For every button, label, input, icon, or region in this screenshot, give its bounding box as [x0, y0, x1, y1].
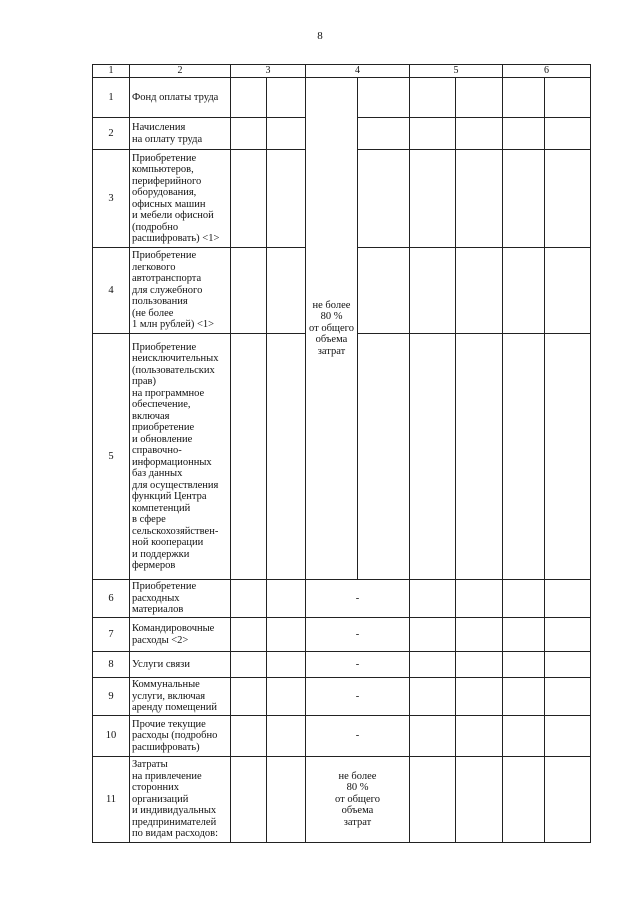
share-cell: -	[306, 580, 410, 618]
table-row	[93, 580, 591, 618]
row-name: Прочие текущие расходы (подробно расшифровать)	[130, 716, 231, 757]
share-cell: -	[306, 652, 410, 678]
row-name: Услуги связи	[130, 652, 231, 678]
row-number: 3	[93, 150, 130, 248]
row-name: Фонд оплаты труда	[130, 78, 231, 118]
cell-6a	[456, 78, 503, 118]
row-number: 7	[93, 618, 130, 652]
merged-share-cell: не более 80 % от общего объема затрат	[306, 78, 358, 580]
row-number: 1	[93, 78, 130, 118]
expense-table	[92, 64, 591, 843]
share-cell: -	[306, 678, 410, 716]
row-number: 11	[93, 757, 130, 843]
row-name: Начисления на оплату труда	[130, 118, 231, 150]
header-col-1: 1	[93, 65, 130, 78]
table-row	[93, 652, 591, 678]
header-col-6: 6	[503, 65, 591, 78]
header-col-2: 2	[130, 65, 231, 78]
row-name: Коммунальные услуги, включая аренду помещений	[130, 678, 231, 716]
row-name: Приобретение компьютеров, периферийного оборудования, офисных машин и мебели офисной (подробно расшифровать) <1>	[130, 150, 231, 248]
row-number: 8	[93, 652, 130, 678]
share-cell: не более 80 % от общего объема затрат	[306, 757, 410, 843]
cell-3a	[231, 78, 267, 118]
row-name: Командировочные расходы <2>	[130, 618, 231, 652]
share-cell: -	[306, 716, 410, 757]
page-number: 8	[317, 30, 323, 42]
header-col-4: 4	[306, 65, 410, 78]
row-number: 5	[93, 334, 130, 580]
table-row	[93, 678, 591, 716]
row-name: Приобретение расходных материалов	[130, 580, 231, 618]
table-row	[93, 716, 591, 757]
cell-6b	[503, 78, 545, 118]
cell-3b	[267, 78, 306, 118]
header-row	[93, 65, 591, 78]
row-number: 6	[93, 580, 130, 618]
row-number: 9	[93, 678, 130, 716]
table-row	[93, 618, 591, 652]
table-row	[93, 757, 591, 843]
header-col-3: 3	[231, 65, 306, 78]
share-cell: -	[306, 618, 410, 652]
cell-5a	[358, 78, 410, 118]
header-col-5: 5	[410, 65, 503, 78]
row-number: 2	[93, 118, 130, 150]
table-row	[93, 78, 591, 118]
cell-5b	[410, 78, 456, 118]
row-name: Приобретение неисключительных (пользовательских прав) на программное обеспечение, включая приобретение и обновление справочно- информационных баз данных для осуществления функций Центра компетенций в сфере сельскохозяйствен- ной кооперации и поддержки фермеров	[130, 334, 231, 580]
row-name: Приобретение легкового автотранспорта для служебного пользования (не более 1 млн рублей) <1>	[130, 248, 231, 334]
row-number: 10	[93, 716, 130, 757]
row-number: 4	[93, 248, 130, 334]
row-name: Затраты на привлечение сторонних организаций и индивидуальных предпринимателей по видам расходов:	[130, 757, 231, 843]
cell-6c	[545, 78, 591, 118]
